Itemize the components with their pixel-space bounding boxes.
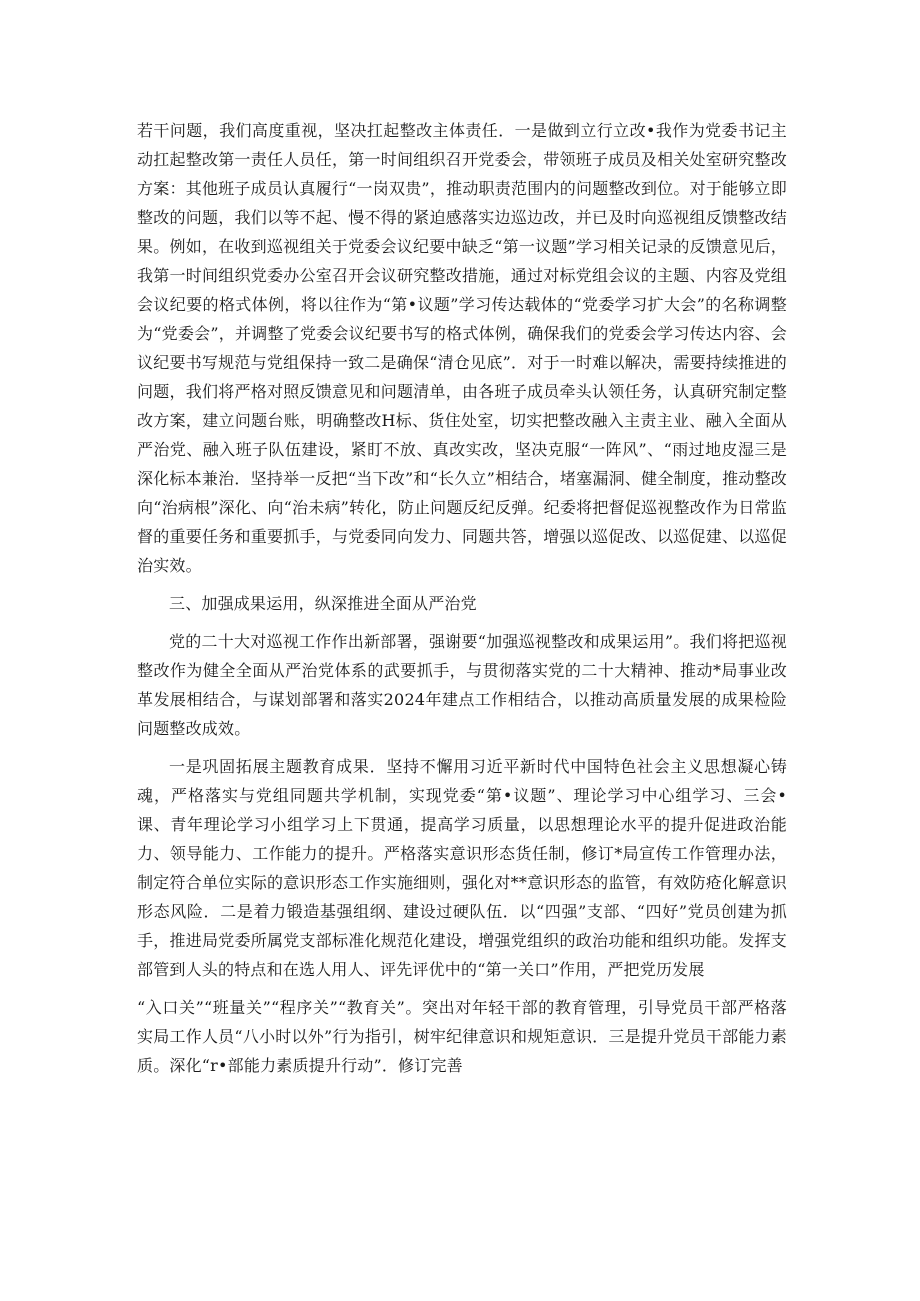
section-heading-three: 三、加强成果运用，纵深推进全面从严治党 xyxy=(169,594,477,613)
paragraph-theme-education: 一是巩固拓展主题教育成果．坚持不懈用习近平新时代中国特色社会主义思想凝心铸魂，严格落实与党组同题共学机制，实现党委“第•议题”、理论学习中心组学习、三会•课、青年理论学习小组学习上下贯通，提高学习质量，以思想理论水平的提升促进政治能力、领导能力、工作能力的提升。严格落实意识形态货任制，修订*局宣传工作管理办法，制定符合单位实际的意识形态工作实施细则，强化对**意识形态的监管，有效防疮化解意识形态风险．二是着力锻造基强组纲、建设过硬队伍．以“四强”支部、“四好”党员创建为抓手，推进局党委所属党支部标准化规范化建设，增强党组织的政治功能和组织功能。发挥支部管到人头的特点和在选人用人、评先评优中的“第一关口”作用，严把党历发展 xyxy=(137,757,787,979)
paragraph-continuation: “入口关”“班量关”“程序关”“教育关”。突出对年轻干部的教育管理，引导党员干部严格落实局工作人员“八小时以外”行为指引，树牢纪律意识和规矩意识．三是提升党员干部能力素质。深化“r•部能力素质提升行动”．修订完善 xyxy=(137,998,787,1075)
paragraph-twentieth-congress: 党的二十大对巡视工作作出新部署，强谢要“加强巡视整改和成果运用”。我们将把巡视整改作为健全全面从严治党体系的武要抓手，与贯彻落实党的二十大精神、推动*局事业改革发展相结合，与谋划部署和落实2024年建点工作相结合，以推动高质量发展的成果检险问题整改成效。 xyxy=(137,632,787,738)
document-body xyxy=(137,116,787,1080)
paragraph-rectification-measures: 若干问题，我们高度重视，坚决扛起整改主体责任．一是做到立行立改•我作为党委书记主动扛起整改第一责任人员任，第一时间组织召开党委会，带领班子成员及相关处室研究整改方案：其他班子成员认真履行“一岗双贵”，推动职责范围内的问题整改到位。对于能够立即整改的问题，我们以等不起、慢不得的紧迫感落实边巡边改，并已及时向巡视组反馈整改结果。例如，在收到巡视组关于党委会议纪要中缺乏“第一议题”学习相关记录的反馈意见后，我第一时间组织党委办公室召开会议研究整改措施，通过对标党组会议的主题、内容及党组会议纪要的格式体例，将以往作为“第•议题”学习传达载体的“党委学习扩大会”的名称调整为“党委会”，并调整了党委会议纪要书写的格式体例，确保我们的党委会学习传达内容、会议纪要书写规范与党组保持一致二是确保“清仓见底”．对于一时难以解决，需要持续推进的问题，我们将严格对照反馈意见和问题清单，由各班子成员牵头认领任务，认真研究制定整改方案，建立问题台账，明确整改H标、货住处室，切实把整改融入主责主业、融入全面从严治党、融入班子队伍建设，紧盯不放、真改实改，坚决克服“一阵风”、“雨过地皮湿三是深化标本兼治．坚持举一反把“当下改”和“长久立”相结合，堵塞漏洞、健全制度，推动整改向“治病根”深化、向“治未病”转化，防止问题反纪反弹。纪委将把督促巡视整改作为日常监督的重要任务和重要抓手，与党委同向发力、同题共答，增强以巡促改、以巡促建、以巡促治实效。 xyxy=(137,121,787,575)
